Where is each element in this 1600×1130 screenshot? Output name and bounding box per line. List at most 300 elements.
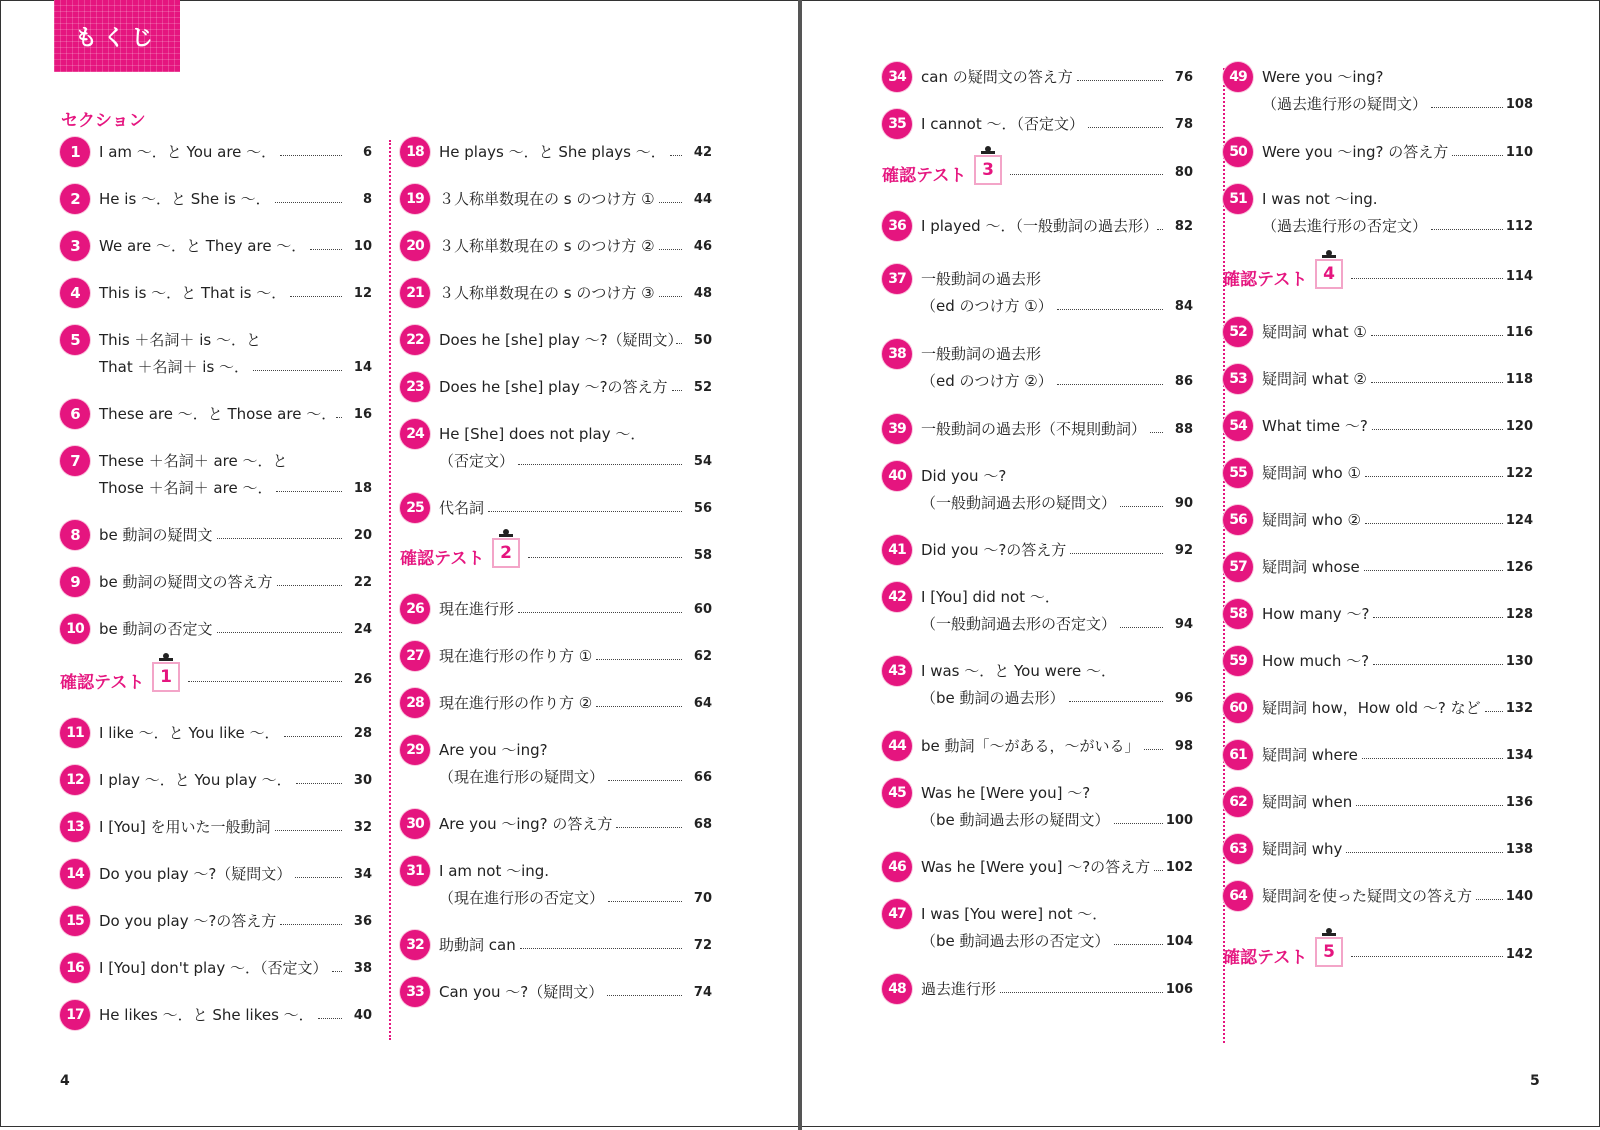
section-number-badge: 27	[400, 641, 430, 671]
entry-title: I am not ～ing.	[439, 862, 550, 880]
review-test-label: 確認テスト	[60, 673, 145, 693]
review-test-entry[interactable]	[400, 544, 712, 574]
toc-entry[interactable]	[400, 856, 712, 907]
entry-title: be 動詞の疑問文	[99, 526, 213, 544]
page-number: 118	[1505, 372, 1533, 387]
page-number-left: 4	[60, 1073, 70, 1089]
review-test-label: 確認テスト	[882, 166, 967, 186]
page-number: 120	[1505, 419, 1533, 434]
dot-leader	[608, 780, 682, 781]
page-number: 140	[1505, 889, 1533, 904]
section-number-badge: 44	[882, 731, 912, 761]
dot-leader	[1114, 823, 1163, 824]
toc-entry[interactable]	[1223, 184, 1533, 235]
toc-entry[interactable]	[400, 493, 712, 523]
entry-title: 疑問詞 who ①	[1262, 464, 1361, 482]
dot-leader	[1431, 107, 1503, 108]
toc-entry[interactable]	[1223, 693, 1533, 723]
section-number-badge: 31	[400, 856, 430, 886]
entry-title: 疑問詞 why	[1262, 840, 1343, 858]
toc-entry[interactable]	[60, 953, 372, 983]
toc-entry[interactable]	[1223, 646, 1533, 676]
page-number: 20	[353, 528, 372, 543]
page-number: 132	[1505, 701, 1533, 716]
page-number: 8	[362, 192, 372, 207]
page-number: 94	[1174, 617, 1193, 632]
entry-title: 疑問詞 what ②	[1262, 370, 1367, 388]
toc-entry[interactable]	[400, 278, 712, 308]
page-number: 72	[693, 938, 712, 953]
dot-leader	[276, 491, 342, 492]
toc-entry[interactable]	[400, 419, 712, 470]
page-number: 38	[353, 961, 372, 976]
toc-entry[interactable]	[1223, 458, 1533, 488]
section-number-badge: 45	[882, 778, 912, 808]
toc-entry[interactable]	[60, 231, 372, 261]
section-number-badge: 51	[1223, 184, 1253, 214]
page-number: 102	[1165, 860, 1193, 875]
section-number-badge: 43	[882, 656, 912, 686]
section-number-badge: 48	[882, 974, 912, 1004]
dot-leader	[1057, 309, 1163, 310]
dot-leader	[518, 612, 682, 613]
entry-title: Do you play ～?の答え方	[99, 912, 277, 930]
entry-subtitle: （一般動詞過去形の否定文）	[921, 615, 1117, 633]
toc-entry[interactable]	[882, 656, 1193, 707]
section-number-badge: 28	[400, 688, 430, 718]
section-number-badge: 52	[1223, 317, 1253, 347]
toc-entry[interactable]	[400, 930, 712, 960]
dot-leader	[1431, 229, 1503, 230]
page-number: 126	[1505, 560, 1533, 575]
page-number: 40	[353, 1008, 372, 1023]
section-number-badge: 18	[400, 137, 430, 167]
entry-subtitle: （一般動詞過去形の疑問文）	[921, 494, 1117, 512]
section-number-badge: 56	[1223, 505, 1253, 535]
toc-entry[interactable]	[60, 278, 372, 308]
page-number: 56	[693, 501, 712, 516]
section-number-badge: 3	[60, 231, 90, 261]
dot-leader	[217, 538, 342, 539]
entry-title: I was ～．と You were ～．	[921, 662, 1116, 680]
entry-subtitle: （現在進行形の否定文）	[439, 889, 605, 907]
page-number: 14	[353, 360, 372, 375]
dot-leader	[1371, 335, 1503, 336]
section-number-badge: 39	[882, 414, 912, 444]
section-number-badge: 21	[400, 278, 430, 308]
toc-entry[interactable]	[60, 1000, 372, 1030]
dot-leader	[488, 511, 682, 512]
entry-title: 現在進行形の作り方 ②	[439, 694, 593, 712]
review-test-number-box: 4	[1315, 259, 1343, 289]
page-number: 68	[693, 817, 712, 832]
section-number-badge: 35	[882, 109, 912, 139]
dot-leader	[290, 296, 342, 297]
entry-title: I was not ～ing.	[1262, 190, 1378, 208]
toc-entry[interactable]	[1223, 834, 1533, 864]
toc-entry[interactable]	[60, 446, 372, 497]
column-divider-left	[389, 140, 391, 1040]
toc-entry[interactable]	[882, 339, 1193, 390]
toc-entry[interactable]	[400, 231, 712, 261]
dot-leader	[275, 830, 342, 831]
page-number: 138	[1505, 842, 1533, 857]
toc-entry[interactable]	[60, 765, 372, 795]
dot-leader	[1372, 429, 1503, 430]
clip-icon	[161, 653, 171, 661]
section-number-badge: 38	[882, 339, 912, 369]
review-test-label: 確認テスト	[1223, 948, 1308, 968]
toc-entry[interactable]	[882, 264, 1193, 315]
page-number: 16	[353, 407, 372, 422]
entry-title: Does he [she] play ～?の答え方	[439, 378, 668, 396]
page-number: 30	[353, 773, 372, 788]
section-number-badge: 25	[400, 493, 430, 523]
section-number-badge: 57	[1223, 552, 1253, 582]
toc-entry[interactable]	[882, 414, 1193, 444]
entry-title: Does he [she] play ～?（疑問文）	[439, 331, 683, 349]
toc-entry[interactable]	[882, 211, 1193, 241]
page-number: 42	[693, 145, 712, 160]
toc-entry[interactable]	[60, 718, 372, 748]
dot-leader	[1070, 553, 1163, 554]
dot-leader	[518, 464, 682, 465]
toc-entry[interactable]	[60, 906, 372, 936]
toc-entry[interactable]	[400, 594, 712, 624]
toc-entry[interactable]	[882, 62, 1193, 92]
entry-title: can の疑問文の答え方	[921, 68, 1073, 86]
section-number-badge: 64	[1223, 881, 1253, 911]
toc-entry[interactable]	[882, 109, 1193, 139]
clip-icon	[983, 146, 993, 154]
page-number: 60	[693, 602, 712, 617]
entry-title: I [You] を用いた一般動詞	[99, 818, 271, 836]
toc-entry[interactable]	[1223, 62, 1533, 113]
section-number-badge: 8	[60, 520, 90, 550]
page-number: 34	[353, 867, 372, 882]
entry-title: How many ～?	[1262, 605, 1370, 623]
page-number: 26	[353, 672, 372, 687]
dot-leader	[280, 924, 342, 925]
review-test-label: 確認テスト	[400, 549, 485, 569]
toc-entry[interactable]	[400, 735, 712, 786]
dot-leader	[217, 632, 342, 633]
section-number-badge: 30	[400, 809, 430, 839]
page-number: 136	[1505, 795, 1533, 810]
page-number-right: 5	[1530, 1073, 1540, 1089]
toc-entry[interactable]	[400, 137, 712, 167]
toc-entry[interactable]	[400, 688, 712, 718]
toc-entry[interactable]	[882, 778, 1193, 829]
entry-title: ３人称単数現在の s のつけ方 ①	[439, 190, 655, 208]
entry-title: 疑問詞を使った疑問文の答え方	[1262, 887, 1473, 905]
section-number-badge: 13	[60, 812, 90, 842]
section-number-badge: 36	[882, 211, 912, 241]
toc-entry[interactable]	[882, 582, 1193, 633]
section-number-badge: 49	[1223, 62, 1253, 92]
section-number-badge: 42	[882, 582, 912, 612]
entry-title: Was he [Were you] ～?の答え方	[921, 858, 1151, 876]
entry-title: I play ～．と You play ～．	[99, 771, 292, 789]
page-number: 6	[362, 145, 372, 160]
toc-entry[interactable]	[400, 641, 712, 671]
toc-entry[interactable]	[60, 325, 372, 376]
page-number: 78	[1174, 117, 1193, 132]
page-number: 100	[1165, 813, 1193, 828]
dot-leader	[1010, 174, 1163, 175]
entry-title: 過去進行形	[921, 980, 997, 998]
entry-title: I like ～．と You like ～．	[99, 724, 280, 742]
toc-entry[interactable]	[1223, 599, 1533, 629]
entry-subtitle: （ed のつけ方 ①）	[921, 297, 1053, 315]
page-number: 50	[693, 333, 712, 348]
entry-title: Do you play ～?（疑問文）	[99, 865, 292, 883]
section-number-badge: 32	[400, 930, 430, 960]
page-number: 64	[693, 696, 712, 711]
entry-title: 現在進行形の作り方 ①	[439, 647, 593, 665]
toc-tab: もくじ	[54, 0, 180, 72]
toc-entry[interactable]	[1223, 364, 1533, 394]
dot-leader	[253, 370, 342, 371]
dot-leader	[520, 948, 682, 949]
entry-title: We are ～．と They are ～．	[99, 237, 307, 255]
section-number-badge: 16	[60, 953, 90, 983]
page-number: 114	[1505, 269, 1533, 284]
dot-leader	[277, 585, 342, 586]
toc-entry[interactable]	[60, 812, 372, 842]
toc-entry[interactable]	[400, 977, 712, 1007]
entry-subtitle: That ＋名詞＋ is ～．	[99, 358, 250, 376]
dot-leader	[1364, 570, 1503, 571]
toc-entry[interactable]	[882, 974, 1193, 1004]
dot-leader	[1373, 664, 1503, 665]
page-number: 48	[693, 286, 712, 301]
entry-title: 一般動詞の過去形（不規則動詞）	[921, 420, 1147, 438]
page-number: 74	[693, 985, 712, 1000]
toc-entry[interactable]	[1223, 137, 1533, 167]
section-number-badge: 11	[60, 718, 90, 748]
section-number-badge: 54	[1223, 411, 1253, 441]
review-test-entry[interactable]	[1223, 265, 1533, 295]
entry-title: ３人称単数現在の s のつけ方 ③	[439, 284, 655, 302]
page-number: 80	[1174, 165, 1193, 180]
toc-entry[interactable]	[400, 325, 712, 355]
entry-subtitle: （現在進行形の疑問文）	[439, 768, 605, 786]
dot-leader	[608, 901, 682, 902]
toc-entry[interactable]	[60, 859, 372, 889]
entry-title: What time ～?	[1262, 417, 1368, 435]
entry-title: 疑問詞 whose	[1262, 558, 1360, 576]
entry-title: He is ～．と She is ～．	[99, 190, 271, 208]
toc-entry[interactable]	[60, 614, 372, 644]
section-number-badge: 1	[60, 137, 90, 167]
page-number: 96	[1174, 691, 1193, 706]
page-number: 106	[1165, 982, 1193, 997]
page-number: 54	[693, 454, 712, 469]
review-test-entry[interactable]	[882, 161, 1193, 191]
entry-title: 現在進行形	[439, 600, 515, 618]
section-number-badge: 19	[400, 184, 430, 214]
dot-leader	[1365, 523, 1503, 524]
page-number: 62	[693, 649, 712, 664]
entry-subtitle: （be 動詞過去形の疑問文）	[921, 811, 1110, 829]
toc-entry[interactable]	[1223, 740, 1533, 770]
page-number: 58	[693, 548, 712, 563]
page-number: 22	[353, 575, 372, 590]
toc-entry[interactable]	[882, 535, 1193, 565]
section-number-badge: 63	[1223, 834, 1253, 864]
page-number: 90	[1174, 496, 1193, 511]
entry-title: 疑問詞 who ②	[1262, 511, 1361, 529]
entry-title: 疑問詞 when	[1262, 793, 1353, 811]
page-number: 112	[1505, 219, 1533, 234]
page-number: 82	[1174, 219, 1193, 234]
entry-title: Are you ～ing? の答え方	[439, 815, 613, 833]
entry-title: 助動詞 can	[439, 936, 516, 954]
toc-entry[interactable]	[1223, 787, 1533, 817]
dot-leader	[1114, 944, 1163, 945]
entry-title: Did you ～?	[921, 467, 1007, 485]
dot-leader	[275, 202, 342, 203]
entry-title: Were you ～ing? の答え方	[1262, 143, 1449, 161]
clip-icon	[501, 529, 511, 537]
toc-entry[interactable]	[1223, 552, 1533, 582]
entry-title: Was he [Were you] ～?	[921, 784, 1091, 802]
section-number-badge: 9	[60, 567, 90, 597]
toc-entry[interactable]	[60, 567, 372, 597]
toc-entry[interactable]	[1223, 881, 1533, 911]
entry-subtitle: Those ＋名詞＋ are ～．	[99, 479, 273, 497]
section-number-badge: 2	[60, 184, 90, 214]
review-test-entry[interactable]	[1223, 943, 1533, 973]
page-number: 44	[693, 192, 712, 207]
entry-title: These are ～．と Those are ～．	[99, 405, 337, 423]
entry-title: 疑問詞 what ①	[1262, 323, 1367, 341]
page-number: 36	[353, 914, 372, 929]
section-number-badge: 55	[1223, 458, 1253, 488]
dot-leader	[1077, 80, 1163, 81]
toc-entry[interactable]	[882, 461, 1193, 512]
section-number-badge: 46	[882, 852, 912, 882]
entry-title: I played ～．（一般動詞の過去形）	[921, 217, 1158, 235]
page-number: 18	[353, 481, 372, 496]
dot-leader	[284, 736, 342, 737]
entry-title: How much ～?	[1262, 652, 1370, 670]
dot-leader	[1000, 992, 1163, 993]
toc-entry[interactable]	[60, 184, 372, 214]
dot-leader	[1346, 852, 1503, 853]
section-number-badge: 58	[1223, 599, 1253, 629]
section-number-badge: 29	[400, 735, 430, 765]
section-number-badge: 47	[882, 899, 912, 929]
toc-entry[interactable]	[400, 809, 712, 839]
entry-title: These ＋名詞＋ are ～．と	[99, 452, 288, 470]
section-number-badge: 12	[60, 765, 90, 795]
review-test-number-box: 5	[1315, 937, 1343, 967]
section-number-badge: 41	[882, 535, 912, 565]
dot-leader	[596, 659, 682, 660]
entry-title: 一般動詞の過去形	[921, 270, 1042, 288]
page-number: 46	[693, 239, 712, 254]
section-number-badge: 7	[60, 446, 90, 476]
entry-title: This ＋名詞＋ is ～．と	[99, 331, 261, 349]
section-number-badge: 23	[400, 372, 430, 402]
dot-leader	[1373, 617, 1503, 618]
entry-subtitle: （過去進行形の疑問文）	[1262, 95, 1428, 113]
entry-title: I [You] did not ～．	[921, 588, 1060, 606]
dot-leader	[280, 155, 342, 156]
section-number-badge: 24	[400, 419, 430, 449]
toc-entry[interactable]	[882, 899, 1193, 950]
toc-entry[interactable]	[60, 520, 372, 550]
toc-entry[interactable]	[882, 731, 1193, 761]
entry-title: I was [You were] not ～．	[921, 905, 1108, 923]
section-number-badge: 17	[60, 1000, 90, 1030]
toc-entry[interactable]	[1223, 317, 1533, 347]
page-number: 76	[1174, 70, 1193, 85]
page-number: 108	[1505, 97, 1533, 112]
dot-leader	[1365, 476, 1503, 477]
entry-title: I cannot ～．（否定文）	[921, 115, 1084, 133]
review-test-entry[interactable]	[60, 668, 372, 698]
entry-title: He plays ～．と She plays ～．	[439, 143, 666, 161]
entry-title: He [She] does not play ～．	[439, 425, 646, 443]
page-number: 66	[693, 770, 712, 785]
toc-entry[interactable]	[60, 399, 372, 429]
entry-title: 疑問詞 how，How old ～? など	[1262, 699, 1481, 717]
dot-leader	[188, 681, 342, 682]
toc-entry[interactable]	[1223, 505, 1533, 535]
toc-entry[interactable]	[400, 372, 712, 402]
section-number-badge: 6	[60, 399, 90, 429]
section-label: セクション	[61, 111, 146, 131]
page-number: 24	[353, 622, 372, 637]
dot-leader	[1371, 382, 1503, 383]
entry-title: Did you ～?の答え方	[921, 541, 1067, 559]
entry-title: 疑問詞 where	[1262, 746, 1358, 764]
review-test-number-box: 3	[974, 155, 1002, 185]
page-number: 134	[1505, 748, 1533, 763]
toc-entry[interactable]	[882, 852, 1193, 882]
clip-icon	[1324, 928, 1334, 936]
dot-leader	[616, 827, 682, 828]
section-number-badge: 15	[60, 906, 90, 936]
section-number-badge: 14	[60, 859, 90, 889]
page-number: 124	[1505, 513, 1533, 528]
entry-title: be 動詞の疑問文の答え方	[99, 573, 273, 591]
section-number-badge: 60	[1223, 693, 1253, 723]
section-number-badge: 37	[882, 264, 912, 294]
page-number: 10	[353, 239, 372, 254]
page-number: 88	[1174, 422, 1193, 437]
section-number-badge: 26	[400, 594, 430, 624]
toc-entry[interactable]	[400, 184, 712, 214]
toc-entry[interactable]	[60, 137, 372, 167]
entry-title: This is ～．と That is ～．	[99, 284, 287, 302]
entry-title: Were you ～ing?	[1262, 68, 1384, 86]
dot-leader	[1351, 278, 1503, 279]
section-number-badge: 50	[1223, 137, 1253, 167]
section-number-badge: 22	[400, 325, 430, 355]
section-number-badge: 10	[60, 614, 90, 644]
dot-leader	[607, 995, 682, 996]
dot-leader	[1351, 956, 1503, 957]
toc-entry[interactable]	[1223, 411, 1533, 441]
page-number: 12	[353, 286, 372, 301]
page-number: 104	[1165, 934, 1193, 949]
dot-leader	[1452, 155, 1503, 156]
review-test-number-box: 1	[152, 662, 180, 692]
